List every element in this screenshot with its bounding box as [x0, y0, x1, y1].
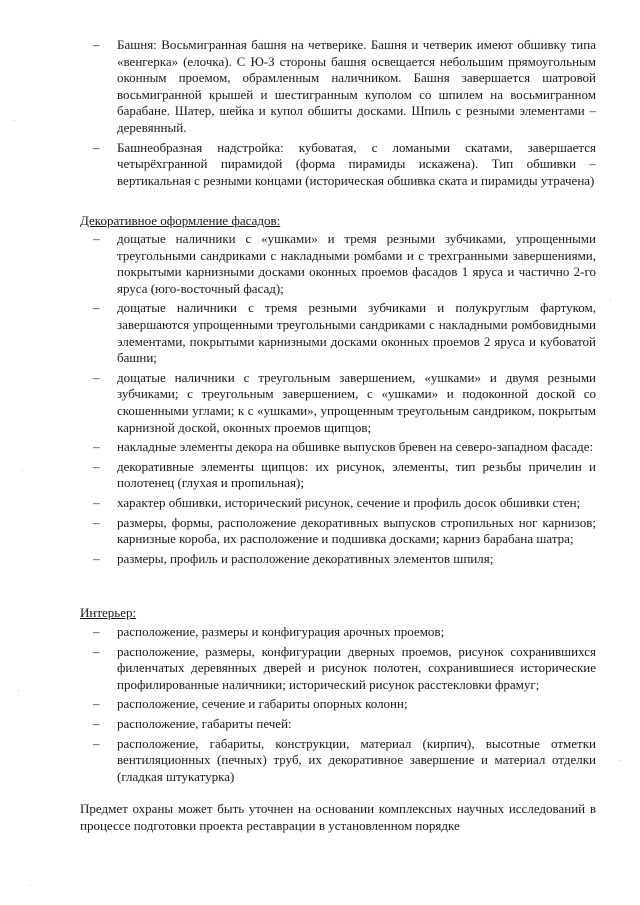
- decor-list: [0, 231, 640, 570]
- list-item-text: дощатые наличники с «ушками» и тремя резными зубчиками, упрощенными треугольными сандриками с накладными ромбами и с трехгранными завершениями, покрытыми карнизными досками оконных проемов фасадов 1 яруса и частично 2-го яруса (юго-восточный фасад);: [117, 231, 596, 296]
- scan-speck: [18, 690, 19, 691]
- list-item: [0, 495, 640, 512]
- list-item: [0, 370, 640, 436]
- scan-speck: [30, 885, 31, 886]
- list-item: [0, 716, 640, 733]
- list-item: [0, 696, 640, 713]
- section-heading-decor: Декоративное оформление фасадов:: [80, 213, 281, 228]
- scan-speck: [14, 120, 15, 121]
- list-item: [0, 515, 640, 548]
- scan-speck: [22, 470, 23, 471]
- list-item-text: расположение, размеры и конфигурация арочных проемов;: [117, 624, 445, 639]
- bullet-dash: –: [93, 735, 100, 751]
- bullet-dash: –: [93, 300, 100, 316]
- list-item-text: расположение, габариты печей:: [117, 715, 292, 731]
- list-item-text: размеры, профиль и расположение декоративных элементов шпиля;: [117, 550, 494, 566]
- list-item-text: характер обшивки, исторический рисунок, сечение и профиль досок обшивки стен;: [117, 494, 581, 510]
- list-item: [0, 736, 640, 786]
- section-heading-interior: Интерьер:: [80, 605, 137, 620]
- list-item-text: декоративные элементы щипцов: их рисунок, элементы, тип резьбы причелин и полотенец (глухая и пропильная);: [117, 458, 596, 491]
- list-item: [0, 459, 640, 492]
- list-item: [0, 37, 640, 137]
- scan-speck: [620, 760, 621, 761]
- list-item: [0, 644, 640, 694]
- bullet-dash: –: [93, 514, 100, 530]
- list-item: [0, 140, 640, 190]
- bullet-dash: –: [93, 643, 100, 659]
- list-item-text: накладные элементы декора на обшивке выпусков бревен на северо-западном фасаде:: [117, 439, 594, 455]
- interior-list: [0, 624, 640, 788]
- bullet-dash: –: [93, 550, 100, 566]
- list-item: [0, 300, 640, 366]
- list-item-text: Башня: Восьмигранная башня на четверике. Башня и четверик имеют обшивку типа «венгерка» (елочка). С Ю-З стороны башня освещается небольшим прямоугольным оконным проемом, обрамленным наличником. Башня завершается шатровой восьмигранной крышей и шестигранным куполом со шпилем на восьмигранном барабане. Шатер, шейка и купол обшиты досками. Шпиль с резными элементами –деревянный.: [117, 37, 596, 135]
- list-item-text: расположение, сечение и габариты опорных колонн;: [117, 696, 408, 712]
- list-item: [0, 231, 640, 297]
- list-item-text: дощатые наличники с тремя резными зубчиками и полукруглым фартуком, завершаются упрощенными треугольными сандриками с накладными ромбовидными элементами, покрытыми карнизными досками оконных проемов 2 яруса и кубоватой башни;: [117, 300, 596, 366]
- bullet-dash: –: [93, 369, 100, 385]
- list-item-text: размеры, формы, расположение декоративных выпусков стропильных ног карнизов; карнизные короба, их расположение и подшивка досками; карниз барабана шатра;: [117, 514, 596, 547]
- scan-speck: [610, 300, 611, 301]
- bullet-dash: –: [93, 696, 100, 712]
- list-item-text: Башнеобразная надстройка: кубоватая, с ломаными скатами, завершается четырёхгранной пирамидой (форма пирамиды искажена). Тип обшивки – вертикальная с резными концами (историческая обшивка ската и пирамиды утрачена): [117, 139, 596, 188]
- list-item: [0, 624, 640, 641]
- list-item: [0, 439, 640, 456]
- list-item: [0, 551, 640, 568]
- bullet-dash: –: [93, 715, 100, 731]
- bullet-dash: –: [93, 624, 100, 639]
- bullet-dash: –: [93, 439, 100, 455]
- tower-list: [0, 37, 640, 192]
- list-item-text: расположение, габариты, конструкции, материал (кирпич), высотные отметки вентиляционных (печных) труб, их декоративное завершение и материал отделки (гладкая штукатурка): [117, 735, 596, 784]
- bullet-dash: –: [93, 494, 100, 510]
- bullet-dash: –: [93, 458, 100, 474]
- bullet-dash: –: [93, 231, 100, 246]
- bullet-dash: –: [93, 139, 100, 155]
- list-item-text: расположение, размеры, конфигурации дверных проемов, рисунок сохранившихся филенчатых деревянных дверей и рисунок полотен, сохранившиеся исторические профилированные наличники; исторический рисунок расстекловки фрамуг;: [117, 643, 596, 692]
- list-item-text: дощатые наличники с треугольным завершением, «ушками» и двумя резными зубчиками; с треугольным завершением, с «ушками» и подоконной доской со скошенными углами; к с «ушками», упрощенным треугольным сандриком, покрытым карнизной доской, оконных проемов щипцов;: [117, 369, 596, 435]
- closing-paragraph: Предмет охраны может быть уточнен на основании комплексных научных исследований в процессе подготовки проекта реставрации в установленном порядке: [80, 801, 596, 833]
- bullet-dash: –: [93, 37, 100, 52]
